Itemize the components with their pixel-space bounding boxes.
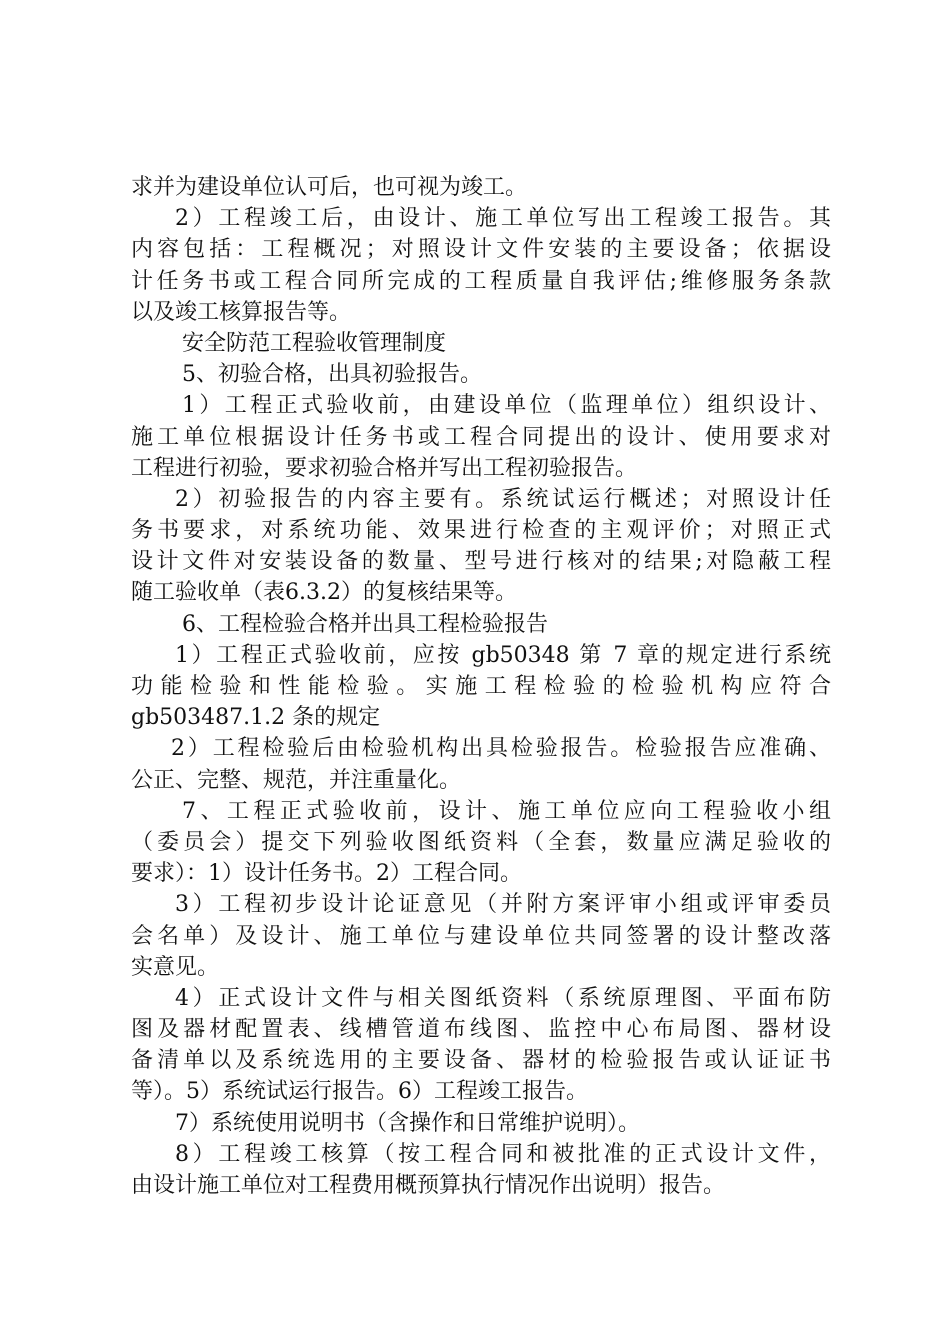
text-line: 2）工程检验后由检验机构出具检验报告。检验报告应准确、 [171,736,831,762]
text-line: 要求）：1）设计任务书。2）工程合同。 [131,861,522,887]
text-line: gb503487.1.2 条的规定 [131,705,381,731]
text-line: 求并为建设单位认可后，也可视为竣工。 [131,175,528,200]
text-line: 2）初验报告的内容主要有。系统试运行概述；对照设计任 [175,486,831,512]
text-line: 7、工程正式验收前，设计、施工单位应向工程验收小组 [182,798,831,824]
text-line: 5、初验合格，出具初验报告。 [182,362,482,388]
text-line: 设计文件对安装设备的数量、型号进行核对的结果;对隐蔽工程 [131,549,831,575]
text-line: 随工验收单（表6.3.2）的复核结果等。 [131,580,517,606]
text-line: 以及竣工核算报告等。 [131,299,352,325]
text-line: 8）工程竣工核算（按工程合同和被批准的正式设计文件， [175,1141,831,1167]
text-line: 图及器材配置表、线槽管道布线图、监控中心布局图、器材设 [131,1017,831,1043]
text-line: 2）工程竣工后，由设计、施工单位写出工程竣工报告。其 [175,206,831,232]
text-line: 计任务书或工程合同所完成的工程质量自我评估;维修服务条款 [131,268,831,294]
text-line: 7）系统使用说明书（含操作和日常维护说明）。 [175,1110,640,1136]
document-body [131,172,831,1201]
text-line: 4）正式设计文件与相关图纸资料（系统原理图、平面布防 [175,985,831,1011]
text-line: 务书要求，对系统功能、效果进行检查的主观评价；对照正式 [131,518,831,544]
text-line: （委员会）提交下列验收图纸资料（全套，数量应满足验收的 [131,829,831,855]
text-line: 6、工程检验合格并出具工程检验报告 [182,611,548,637]
text-line: 公正、完整、规范，并注重量化。 [131,767,462,793]
text-line: 功能检验和性能检验。实施工程检验的检验机构应符合 [131,674,831,699]
text-line: 1）工程正式验收前，由建设单位（监理单位）组织设计、 [182,393,831,419]
text-line: 1）工程正式验收前，应按 gb50348 第 7 章的规定进行系统 [175,642,831,668]
text-line: 施工单位根据设计任务书或工程合同提出的设计、使用要求对 [131,424,831,450]
section-heading: 安全防范工程验收管理制度 [182,330,447,356]
text-line: 等）。5）系统试运行报告。6）工程竣工报告。 [131,1079,588,1105]
text-line: 工程进行初验，要求初验合格并写出工程初验报告。 [131,455,638,481]
text-line: 由设计施工单位对工程费用概预算执行情况作出说明）报告。 [131,1173,726,1198]
text-line: 3）工程初步设计论证意见（并附方案评审小组或评审委员 [175,892,831,918]
text-line: 实意见。 [131,954,220,980]
text-line: 内容包括：工程概况；对照设计文件安装的主要设备；依据设 [131,237,831,263]
text-line: 会名单）及设计、施工单位与建设单位共同签署的设计整改落 [131,923,831,949]
text-line: 备清单以及系统选用的主要设备、器材的检验报告或认证证书 [131,1048,831,1074]
